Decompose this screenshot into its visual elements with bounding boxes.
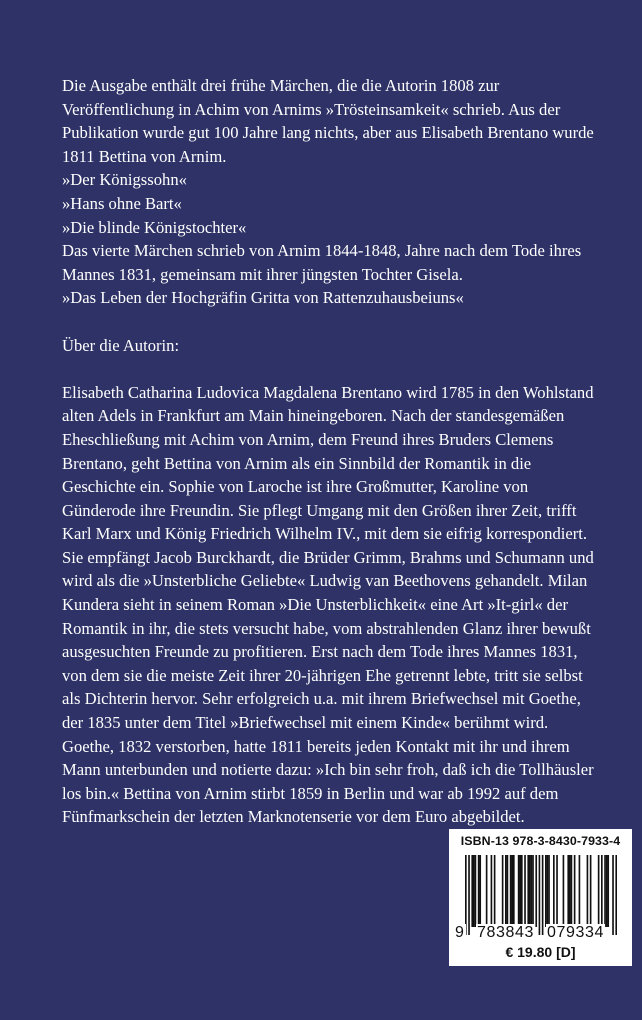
barcode-bar xyxy=(553,855,555,927)
author-biography: Elisabeth Catharina Ludovica Magdalena Brentano wird 1785 in den Wohlstand alten Adels in Frankfurt am Main hineingeboren. Nach der standesgemäßen Eheschließung mit Achim von Arnim, dem Freund ihres Bruders Clemens Brentano, geht Bettina von Arnim als ein Sinnbild der Romantik in die Geschichte ein. Sophie von Laroche ist ihre Großmutter, Karoline von Günderode ihre Freundin. Sie pflegt Umgang mit den Größen ihrer Zeit, trifft Karl Marx und König Friedrich Wilhelm IV., mit dem sie eifrig korrespondiert. Sie empfängt Jacob Burckhardt, die Brüder Grimm, Brahms und Schumann und wird als die »Unsterbliche Geliebte« Ludwig van Beethovens gehandelt. Milan Kundera sieht in seinem Roman »Die Unsterblichkeit« eine Art »It-girl« der Romantik in ihr, die stets versucht habe, vom abstrahlenden Glanz ihrer bewußt ausgesuchten Freunde zu profitieren. Erst nach dem Tode ihres Mannes 1831, von dem sie die meiste Zeit ihrer 20-jährigen Ehe getrennt lebte, tritt sie selbst als Dichterin hervor. Sehr erfolgreich u.a. mit ihrem Briefwechsel mit Goethe, der 1835 unter dem Titel »Briefwechsel mit einem Kinde« berühmt wird. Goethe, 1832 verstorben, hatte 1811 bereits jeden Kontakt mit ihr und ihrem Mann unterbunden und notierte dazu: »Ich bin sehr froh, daß ich die Tollhäusler los bin.« Bettina von Arnim stirbt 1859 in Berlin und war ab 1992 auf dem Fünfmarkschein der letzten Marknotenserie vor dem Euro abgebildet. xyxy=(62,382,594,827)
barcode-bar xyxy=(590,855,592,927)
barcode-bar xyxy=(505,855,507,927)
barcode-bar xyxy=(598,855,600,927)
barcode-bar xyxy=(521,855,523,927)
price-label: € 19.80 [D] xyxy=(505,944,576,960)
barcode-bar xyxy=(519,855,521,927)
barcode-bar xyxy=(545,855,547,927)
barcode-panel xyxy=(449,829,632,966)
barcode-bar xyxy=(532,855,534,927)
barcode-bar xyxy=(518,855,520,927)
intro-paragraph: Die Ausgabe enthält drei frühe Märchen, die die Autorin 1808 zur Veröffentlichung in Achim von Arnims »Trösteinsamkeit« schrieb. Aus der Publikation wurde gut 100 Jahre lang nichts, aber aus Elisabeth Brentano wurde 1811 Bettina von Arnim. xyxy=(62,76,594,166)
barcode-bar xyxy=(471,855,473,927)
barcode-bar xyxy=(567,855,569,927)
barcode-bar xyxy=(465,855,467,935)
barcode-bar xyxy=(601,855,603,927)
barcode-bar xyxy=(547,855,549,927)
barcode-bar xyxy=(486,855,488,927)
barcode-bar xyxy=(574,855,576,927)
barcode-left-digits: 783843 xyxy=(477,924,534,941)
barcode-bar xyxy=(563,855,565,927)
barcode-bar xyxy=(513,855,515,927)
barcode-bar xyxy=(491,855,493,927)
barcode-bar xyxy=(542,855,544,935)
barcode-bar xyxy=(529,855,531,927)
tale-title-3: »Die blinde Königstochter« xyxy=(62,217,247,237)
barcode-bar xyxy=(468,855,470,935)
barcode-bar xyxy=(507,855,509,927)
barcode-bar xyxy=(494,855,496,927)
barcode-bars xyxy=(465,855,617,935)
barcode-bar xyxy=(510,855,512,927)
barcode-bar xyxy=(524,855,526,927)
barcode-bar xyxy=(571,855,573,927)
barcode-bar xyxy=(548,855,550,927)
back-cover-text xyxy=(62,74,602,829)
barcode-bar xyxy=(531,855,533,927)
barcode-bar xyxy=(587,855,589,927)
barcode-bar xyxy=(606,855,608,927)
barcode-bar xyxy=(475,855,477,927)
barcode-bar xyxy=(478,855,480,927)
isbn-label: ISBN-13 978-3-8430-7933-4 xyxy=(460,834,621,848)
barcode-bar xyxy=(615,855,617,935)
barcode-bar xyxy=(579,855,581,927)
barcode-bar xyxy=(612,855,614,935)
barcode-bar xyxy=(511,855,513,927)
about-author-heading: Über die Autorin: xyxy=(62,335,180,355)
barcode-bar xyxy=(479,855,481,927)
barcode-bar xyxy=(473,855,475,927)
barcode-bar xyxy=(604,855,606,927)
fourth-tale-paragraph: Das vierte Märchen schrieb von Arnim 1844-1848, Jahre nach dem Tode ihres Mannes 1831, gemeinsam mit ihrer jüngsten Tochter Gisela. xyxy=(62,241,582,284)
barcode-bar xyxy=(502,855,504,927)
barcode-bar xyxy=(535,855,537,927)
barcode-bar xyxy=(556,855,558,927)
tale-title-2: »Hans ohne Bart« xyxy=(62,193,182,213)
barcode-bar xyxy=(607,855,609,927)
barcode-bar xyxy=(539,855,541,935)
spacer xyxy=(62,310,602,334)
barcode-bar xyxy=(527,855,529,927)
spacer xyxy=(62,357,602,381)
tale-title-1: »Der Königssohn« xyxy=(62,170,187,190)
barcode-right-digits: 079334 xyxy=(547,924,604,941)
barcode-lead-digit: 9 xyxy=(455,924,465,941)
tale-title-4: »Das Leben der Hochgräfin Gritta von Rattenzuhausbeiuns« xyxy=(62,288,464,308)
barcode-bar xyxy=(569,855,571,927)
